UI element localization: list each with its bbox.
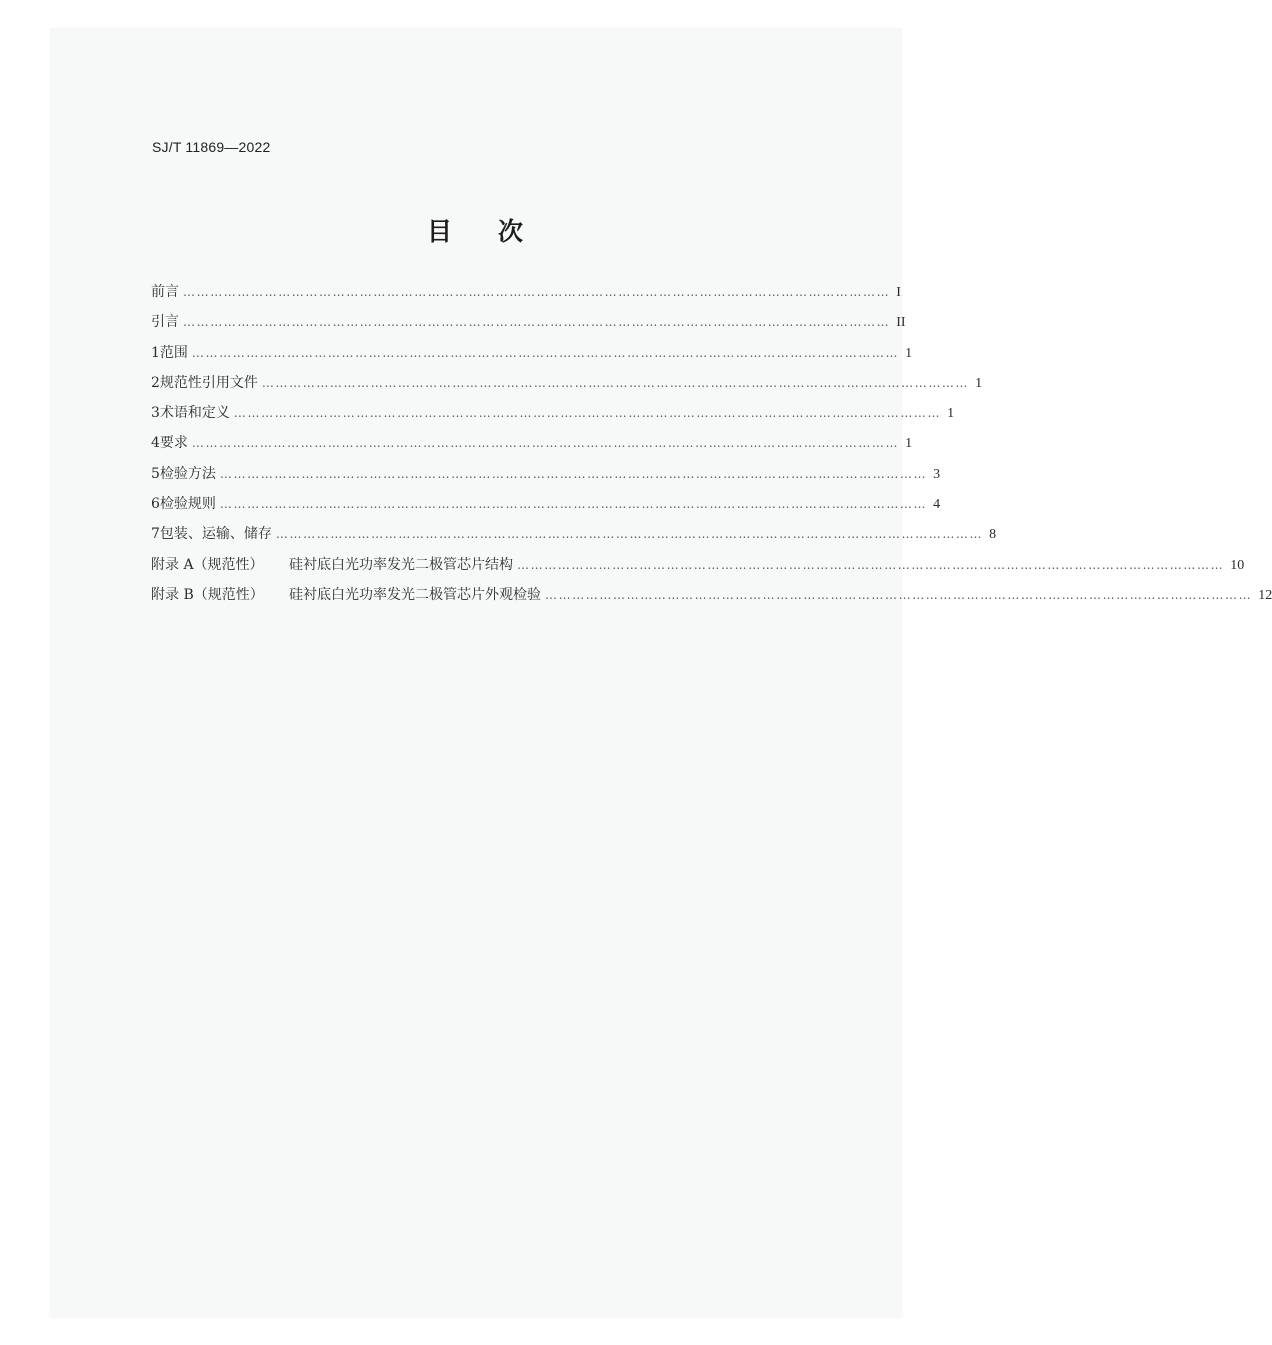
toc-entry-number: 2 — [151, 374, 160, 391]
toc-entry-label: 引言 — [151, 314, 179, 331]
toc-entry-page: 12 — [1258, 587, 1272, 603]
dot-leader: ………………………………………………………………………………………………………………………………………… — [191, 345, 900, 360]
toc-entry-page: 4 — [933, 497, 941, 513]
toc-entry-label — [151, 584, 541, 604]
toc-entry-page: 10 — [1230, 557, 1245, 573]
toc-entry-label — [151, 554, 513, 574]
page-title — [0, 212, 950, 248]
toc-entry-7[interactable] — [151, 523, 997, 553]
dot-leader: ………………………………………………………………………………………………………………………………………… — [219, 497, 928, 512]
toc-entry-5[interactable] — [151, 463, 941, 493]
dot-leader: ………………………………………………………………………………………………………………………………………… — [545, 587, 1253, 602]
toc-entry-introduction[interactable] — [151, 311, 906, 341]
title-char-2: 次 — [498, 217, 524, 246]
dot-leader: ………………………………………………………………………………………………………………………………………… — [191, 436, 900, 451]
toc-entry-label: 规范性引用文件 — [159, 374, 258, 391]
toc-entry-label: 检验规则 — [159, 496, 216, 513]
toc-entry-page: 1 — [975, 375, 983, 391]
toc-entry-3[interactable] — [151, 402, 955, 432]
dot-leader: ………………………………………………………………………………………………………………………………………… — [261, 375, 970, 390]
dot-leader: ………………………………………………………………………………………………………………………………………… — [517, 557, 1225, 572]
toc-entry-2[interactable] — [151, 372, 983, 402]
toc-entry-page: II — [896, 315, 906, 331]
standard-number: SJ/T 11869—2022 — [152, 139, 271, 155]
toc-entry-number: 6 — [151, 496, 160, 513]
toc-entry-number: 4 — [151, 435, 160, 452]
dot-leader: ………………………………………………………………………………………………………………………………………… — [233, 406, 942, 421]
appendix-title: 硅衬底白光功率发光二极管芯片外观检验 — [289, 586, 541, 603]
dot-leader: ………………………………………………………………………………………………………………………………………… — [219, 466, 928, 481]
toc-entry-label: 范围 — [159, 344, 188, 361]
toc-entry-page: 8 — [989, 527, 997, 543]
toc-entry-6[interactable] — [151, 493, 941, 523]
toc-entry-foreword[interactable] — [151, 281, 901, 311]
dot-leader: ………………………………………………………………………………………………………………………………………… — [183, 315, 891, 330]
toc-entry-number: 7 — [151, 526, 160, 543]
toc-entry-4[interactable] — [151, 432, 913, 462]
appendix-title: 硅衬底白光功率发光二极管芯片结构 — [289, 556, 513, 573]
toc-entry-label: 前言 — [151, 284, 179, 300]
dot-leader: ………………………………………………………………………………………………………………………………………… — [275, 527, 984, 542]
toc-entry-label: 包装、运输、储存 — [159, 526, 272, 543]
toc-entry-page: 1 — [947, 406, 955, 422]
toc-entry-label: 术语和定义 — [159, 405, 230, 422]
toc-entry-number: 5 — [151, 465, 160, 482]
toc-entry-label: 要求 — [159, 435, 188, 452]
title-char-1: 目 — [426, 217, 452, 246]
toc-entry-page: 1 — [905, 436, 913, 452]
toc-entry-page: 1 — [905, 345, 913, 361]
toc-entry-number: 1 — [151, 344, 160, 361]
toc-entry-page: I — [896, 285, 901, 300]
table-of-contents — [151, 281, 1272, 614]
appendix-heading: 附录 A（规范性） — [151, 556, 264, 573]
toc-entry-number: 3 — [151, 405, 160, 422]
toc-entry-page: 3 — [933, 466, 941, 482]
toc-entry-1[interactable] — [151, 342, 913, 372]
appendix-heading: 附录 B（规范性） — [151, 586, 264, 603]
toc-entry-appendix-b[interactable] — [151, 584, 1272, 614]
toc-entry-appendix-a[interactable] — [151, 554, 1245, 584]
dot-leader: ………………………………………………………………………………………………………………………………………… — [183, 285, 891, 299]
toc-entry-label: 检验方法 — [159, 465, 216, 482]
